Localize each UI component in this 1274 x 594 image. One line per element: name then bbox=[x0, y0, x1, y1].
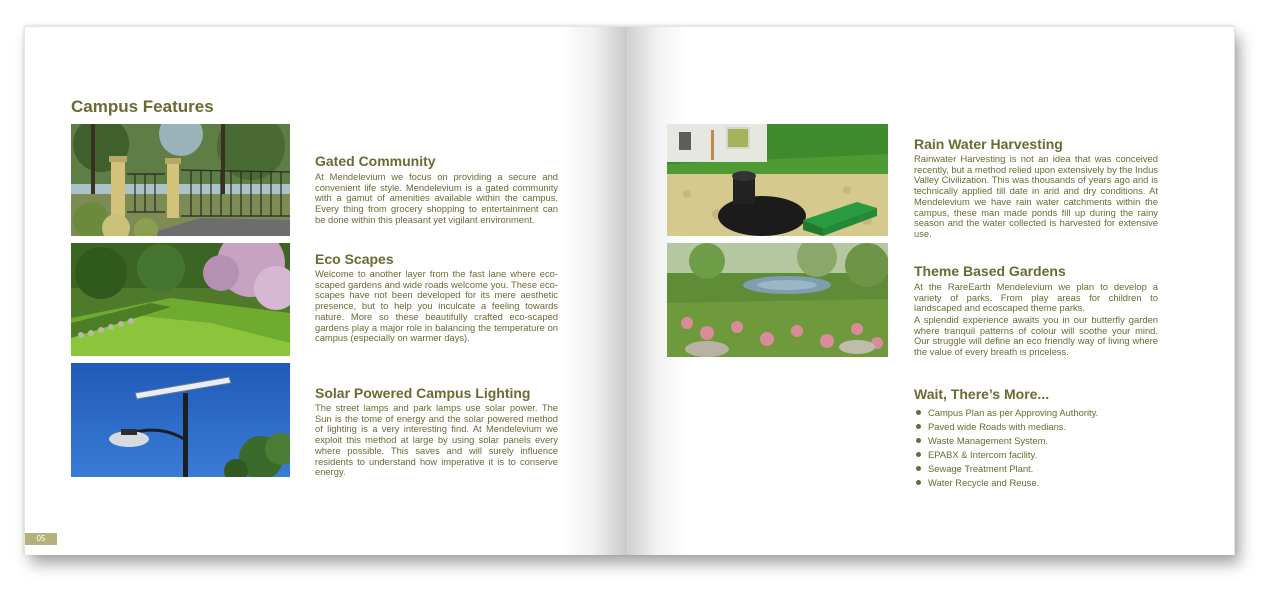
spine-shadow bbox=[559, 27, 629, 555]
bullet-icon bbox=[916, 480, 921, 485]
feature-heading-gated-community: Gated Community bbox=[315, 153, 436, 169]
bullet-icon bbox=[916, 466, 921, 471]
rain-water-harvesting-photo bbox=[667, 124, 888, 236]
bullet-icon bbox=[916, 424, 921, 429]
right-page bbox=[628, 26, 1235, 555]
feature-heading-rain-water: Rain Water Harvesting bbox=[914, 136, 1063, 152]
amenities-list bbox=[914, 406, 1098, 490]
feature-text-solar-lighting: The street lamps and park lamps use solar power. The Sun is the tome of energy and the solar powered method of lighting is a very interesting find. At Mendelevium we exploit this method at large by using solar panels every where possible. This saves and will surely influence residents to understand how imperative it is to conserve energy. bbox=[315, 402, 558, 478]
bullet-icon bbox=[916, 410, 921, 415]
list-item-label: Sewage Treatment Plant. bbox=[928, 463, 1034, 474]
more-heading: Wait, There’s More... bbox=[914, 386, 1050, 402]
feature-text-eco-scapes: Welcome to another layer from the fast lane where eco-scaped gardens and wide roads welcome you. These eco-scapes have not been developed for its mere aesthetic presence, but to help you inculcate a feeling towards nature. More so these beautifully crafted eco-scaped gardens play a major role in balancing the temperature on campus (especially on warmer days). bbox=[315, 268, 558, 344]
list-item-label: EPABX & Intercom facility. bbox=[928, 449, 1038, 460]
theme-gardens-photo bbox=[667, 243, 888, 357]
brochure-spread bbox=[24, 26, 1234, 554]
eco-scapes-photo bbox=[71, 243, 290, 356]
feature-text-theme-gardens-2: A splendid experience awaits you in our butterfly garden where tranquil patterns of colour will soothe your mind. Our struggle will define an eco friendly way of living where the value of every breath is priceless. bbox=[914, 314, 1158, 358]
list-item bbox=[914, 434, 1098, 448]
feature-text-theme-gardens: At the RareEarth Mendelevium we plan to develop a variety of parks. From play areas for children to landscaped and ecoscaped theme parks. bbox=[914, 281, 1158, 314]
list-item-label: Campus Plan as per Approving Authority. bbox=[928, 407, 1099, 418]
list-item bbox=[914, 406, 1098, 420]
bullet-icon bbox=[916, 452, 921, 457]
feature-heading-solar-lighting: Solar Powered Campus Lighting bbox=[315, 385, 531, 401]
list-item-label: Waste Management System. bbox=[928, 435, 1049, 446]
list-item-label: Paved wide Roads with medians. bbox=[928, 421, 1067, 432]
gated-community-photo bbox=[71, 124, 290, 236]
list-item bbox=[914, 420, 1098, 434]
feature-text-gated-community: At Mendelevium we focus on providing a secure and convenient life style. Mendelevium is a gated community with a gamut of amenities available within the campus. Every thing from grocery shopping to entertainment can be done within this pleasant yet vigilant environment. bbox=[315, 171, 558, 225]
solar-lighting-photo bbox=[71, 363, 290, 477]
bullet-icon bbox=[916, 438, 921, 443]
list-item bbox=[914, 448, 1098, 462]
list-item bbox=[914, 476, 1098, 490]
page-number: 05 bbox=[25, 533, 57, 545]
left-page bbox=[24, 26, 629, 555]
feature-heading-theme-gardens: Theme Based Gardens bbox=[914, 263, 1066, 279]
feature-heading-eco-scapes: Eco Scapes bbox=[315, 251, 394, 267]
feature-text-rain-water: Rainwater Harvesting is not an idea that was conceived recently, but a method relied upon extensively by the Indus Valley Civilization. This was thousands of years ago and is technically applied till date in arid and dry conditions. At Mendelevium we have rain water catchments within the campus, these man made ponds fill up during the rainy season and the water collected is harvested for extensive use. bbox=[914, 153, 1158, 239]
list-item-label: Water Recycle and Reuse. bbox=[928, 477, 1040, 488]
list-item bbox=[914, 462, 1098, 476]
page-title: Campus Features bbox=[71, 97, 214, 116]
